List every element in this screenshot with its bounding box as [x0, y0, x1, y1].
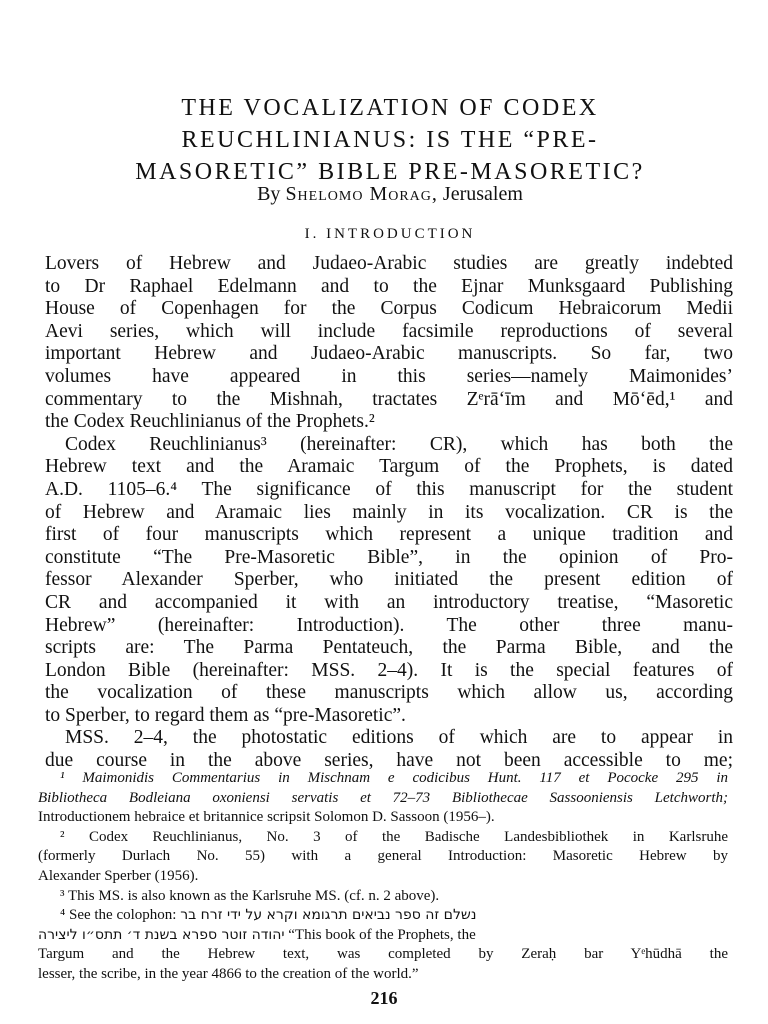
body-line: first of four manuscripts which represent a unique tradition and — [45, 524, 733, 546]
body-text — [45, 253, 733, 773]
page-number: 216 — [370, 988, 398, 1008]
footnote-line: Targum and the Hebrew text, was completed by Zeraḥ bar Yᵉhūdhā the — [38, 946, 728, 963]
body-line: important Hebrew and Judaeo-Arabic manuscripts. So far, two — [45, 343, 733, 365]
body-line: House of Copenhagen for the Corpus Codicum Hebraicorum Medii — [45, 298, 733, 320]
byline — [60, 182, 720, 206]
footnote-line: Introductionem hebraice et britannice scripsit Solomon D. Sassoon (1956–). — [38, 809, 495, 826]
body-line: the vocalization of these manuscripts which allow us, according — [45, 682, 733, 704]
body-line: Hebrew text and the Aramaic Targum of the Prophets, is dated — [45, 456, 733, 478]
body-line: London Bible (hereinafter: MSS. 2–4). It is the special features of — [45, 659, 733, 681]
author-name: Shelomo Morag, — [285, 183, 438, 205]
footnote-line: ³ This MS. is also known as the Karlsruhe MS. (cf. n. 2 above). — [60, 887, 440, 904]
body-line: fessor Alexander Sperber, who initiated the present edition of — [45, 569, 733, 591]
author-place: Jerusalem — [442, 183, 523, 205]
body-line: constitute “The Pre-Masoretic Bible”, in the opinion of Pro- — [45, 546, 733, 568]
body-line: to Sperber, to regard them as “pre-Masoretic”. — [45, 704, 406, 726]
body-line: Lovers of Hebrew and Judaeo-Arabic studies are greatly indebted — [45, 253, 733, 274]
footnote-line — [38, 926, 728, 946]
body-line: Aevi series, which will include facsimile reproductions of several — [45, 320, 733, 342]
body-line: Codex Reuchlinianus³ (hereinafter: CR), which has both the — [65, 433, 733, 455]
footnote-line: (formerly Durlach No. 55) with a general Introduction: Masoretic Hebrew by — [38, 848, 728, 865]
body-line: Hebrew” (hereinafter: Introduction). The other three manu- — [45, 614, 733, 636]
footnote-line: lesser, the scribe, in the year 4866 to the creation of the world.” — [38, 965, 419, 982]
body-line: volumes have appeared in this series—namely Maimonides’ — [45, 365, 733, 387]
article-title — [60, 92, 720, 188]
footnote-line: Bibliotheca Bodleiana oxoniensi servatis et 72–73 Bibliothecae Sassooniensis Letchworth; — [38, 789, 728, 806]
footnote-line: ¹ Maimonidis Commentarius in Mischnam e codicibus Hunt. 117 et Pococke 295 in — [60, 770, 728, 786]
body-line: the Codex Reuchlinianus of the Prophets.² — [45, 411, 375, 433]
title-line-1: THE VOCALIZATION OF CODEX — [181, 95, 599, 122]
title-line-2: REUCHLINIANUS: IS THE “PRE- — [181, 127, 599, 154]
body-line: scripts are: The Parma Pentateuch, the Parma Bible, and the — [45, 637, 733, 659]
body-line: MSS. 2–4, the photostatic editions of which are to appear in — [65, 727, 733, 749]
body-line: commentary to the Mishnah, tractates Zᵉrā‘īm and Mō‘ēd,¹ and — [45, 388, 733, 410]
footnote-line: ² Codex Reuchlinianus, No. 3 of the Badische Landesbibliothek in Karlsruhe — [60, 828, 728, 845]
hebrew-colophon-1: נשלם זה ספר נביאים תרגומא וקרא על ידי זרח בר — [180, 907, 477, 924]
colophon-translation: “This book of the Prophets, the — [288, 926, 476, 943]
footnote-line: Alexander Sperber (1956). — [38, 867, 199, 884]
colophon-label: ⁴ See the colophon: — [60, 907, 177, 924]
hebrew-colophon-2: יהודה זוטר ספרא בשנת ד׳ תתס״ו ליצירה — [38, 926, 285, 943]
footnotes — [38, 769, 728, 985]
byline-by: By — [257, 183, 281, 205]
title-line-3: MASORETIC” BIBLE PRE-MASORETIC? — [135, 159, 645, 186]
body-line: due course in the above series, have not been accessible to me; — [45, 750, 733, 772]
body-line: to Dr Raphael Edelmann and to the Ejnar Munksgaard Publishing — [45, 275, 733, 297]
body-line: of Hebrew and Aramaic lies mainly in its vocalization. CR is the — [45, 501, 733, 523]
body-line: A.D. 1105–6.⁴ The significance of this manuscript for the student — [45, 478, 733, 500]
body-line: CR and accompanied it with an introductory treatise, “Masoretic — [45, 591, 733, 613]
section-heading: I. INTRODUCTION — [304, 226, 476, 242]
footnote-line — [38, 906, 728, 926]
